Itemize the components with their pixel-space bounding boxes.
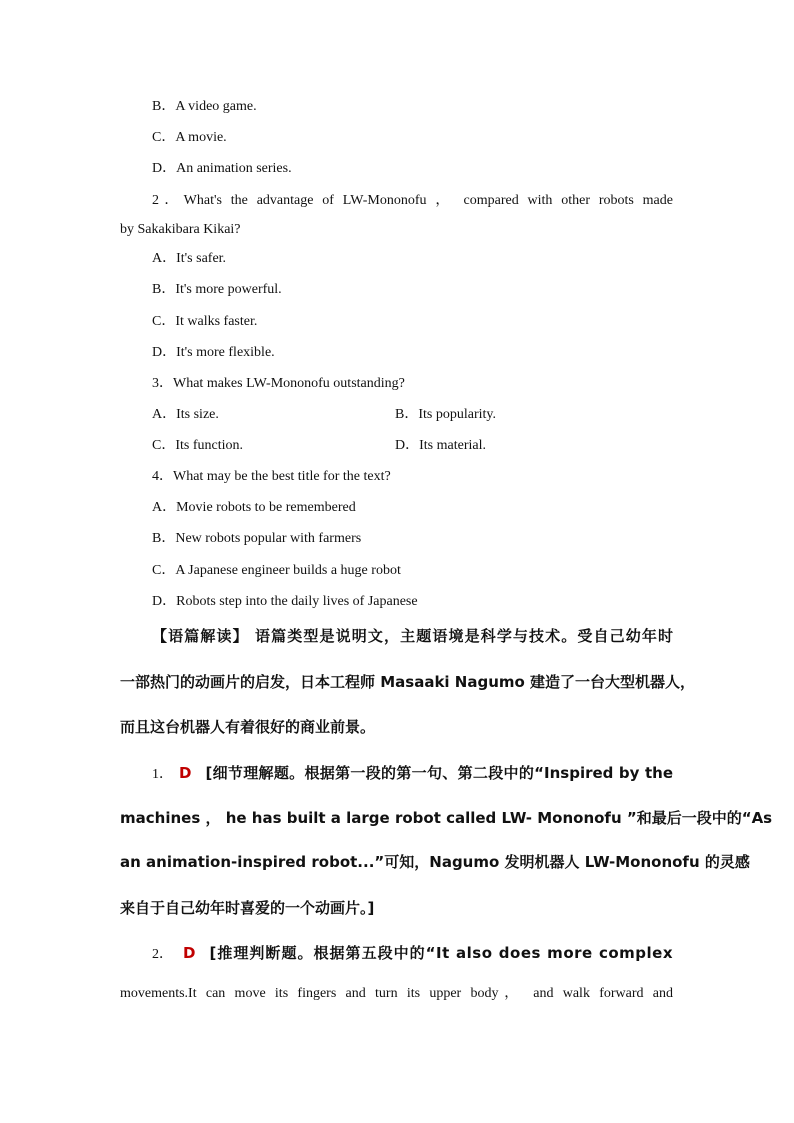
q4-option-a: A．Movie robots to be remembered bbox=[152, 500, 356, 515]
q2-option-c: C．It walks faster. bbox=[152, 314, 258, 329]
q4-option-d: D．Robots step into the daily lives of Japanese bbox=[152, 594, 418, 609]
q2-option-a: A．It's safer. bbox=[152, 251, 227, 266]
explanation-1-text: [细节理解题。根据第一段的第一句、第二段中的“Inspired by the bbox=[205, 764, 673, 782]
explanation-2-line2: movements.It can move its fingers and turn its upper body， and walk forward and bbox=[120, 986, 673, 1001]
q3-option-c: C．Its function. bbox=[152, 438, 243, 453]
explanation-1-answer: D bbox=[179, 764, 192, 782]
q4-option-b: B．New robots popular with farmers bbox=[152, 531, 362, 546]
q4-stem: 4．What may be the best title for the text? bbox=[152, 469, 391, 484]
q2-option-b: B．It's more powerful. bbox=[152, 282, 282, 297]
explanation-2-text: [推理判断题。根据第五段中的“It also does more complex bbox=[209, 944, 673, 962]
q3-stem: 3．What makes LW-Mononofu outstanding? bbox=[152, 376, 405, 391]
explanation-1-line1 bbox=[152, 763, 673, 785]
explanation-1-line4: 来自于自己幼年时喜爱的一个动画片。] bbox=[120, 899, 375, 917]
q1-option-b: B．A video game. bbox=[152, 99, 257, 114]
explanation-1-line2: machines ， he has built a large robot called LW- Mononofu ”和最后一段中的“As bbox=[120, 809, 773, 827]
q2-stem-line1: 2．What's the advantage of LW-Mononofu ， compared with other robots made bbox=[152, 193, 673, 208]
q1-option-d: D．An animation series. bbox=[152, 161, 292, 176]
reading-interpretation-line2: 一部热门的动画片的启发，日本工程师 Masaaki Nagumo 建造了一台大型机器人， bbox=[120, 673, 696, 691]
explanation-2-answer: D bbox=[183, 944, 196, 962]
explanation-1-number: 1． bbox=[152, 767, 173, 782]
reading-interpretation-line1: 【语篇解读】 语篇类型是说明文，主题语境是科学与技术。受自己幼年时 bbox=[152, 627, 673, 645]
explanation-2-number: 2． bbox=[152, 947, 173, 962]
q3-option-a: A．Its size. bbox=[152, 407, 219, 422]
q2-stem-line2: by Sakakibara Kikai? bbox=[120, 222, 241, 237]
q1-option-c: C．A movie. bbox=[152, 130, 227, 145]
q4-option-c: C．A Japanese engineer builds a huge robot bbox=[152, 563, 401, 578]
explanation-2-line1 bbox=[152, 943, 673, 965]
q3-option-b: B．Its popularity. bbox=[395, 407, 496, 422]
reading-interpretation-line3: 而且这台机器人有着很好的商业前景。 bbox=[120, 718, 376, 736]
explanation-1-line3: an animation-inspired robot...”可知，Nagumo 发明机器人 LW-Mononofu 的灵感 bbox=[120, 853, 750, 871]
q3-option-d: D．Its material. bbox=[395, 438, 486, 453]
q2-option-d: D．It's more flexible. bbox=[152, 345, 275, 360]
